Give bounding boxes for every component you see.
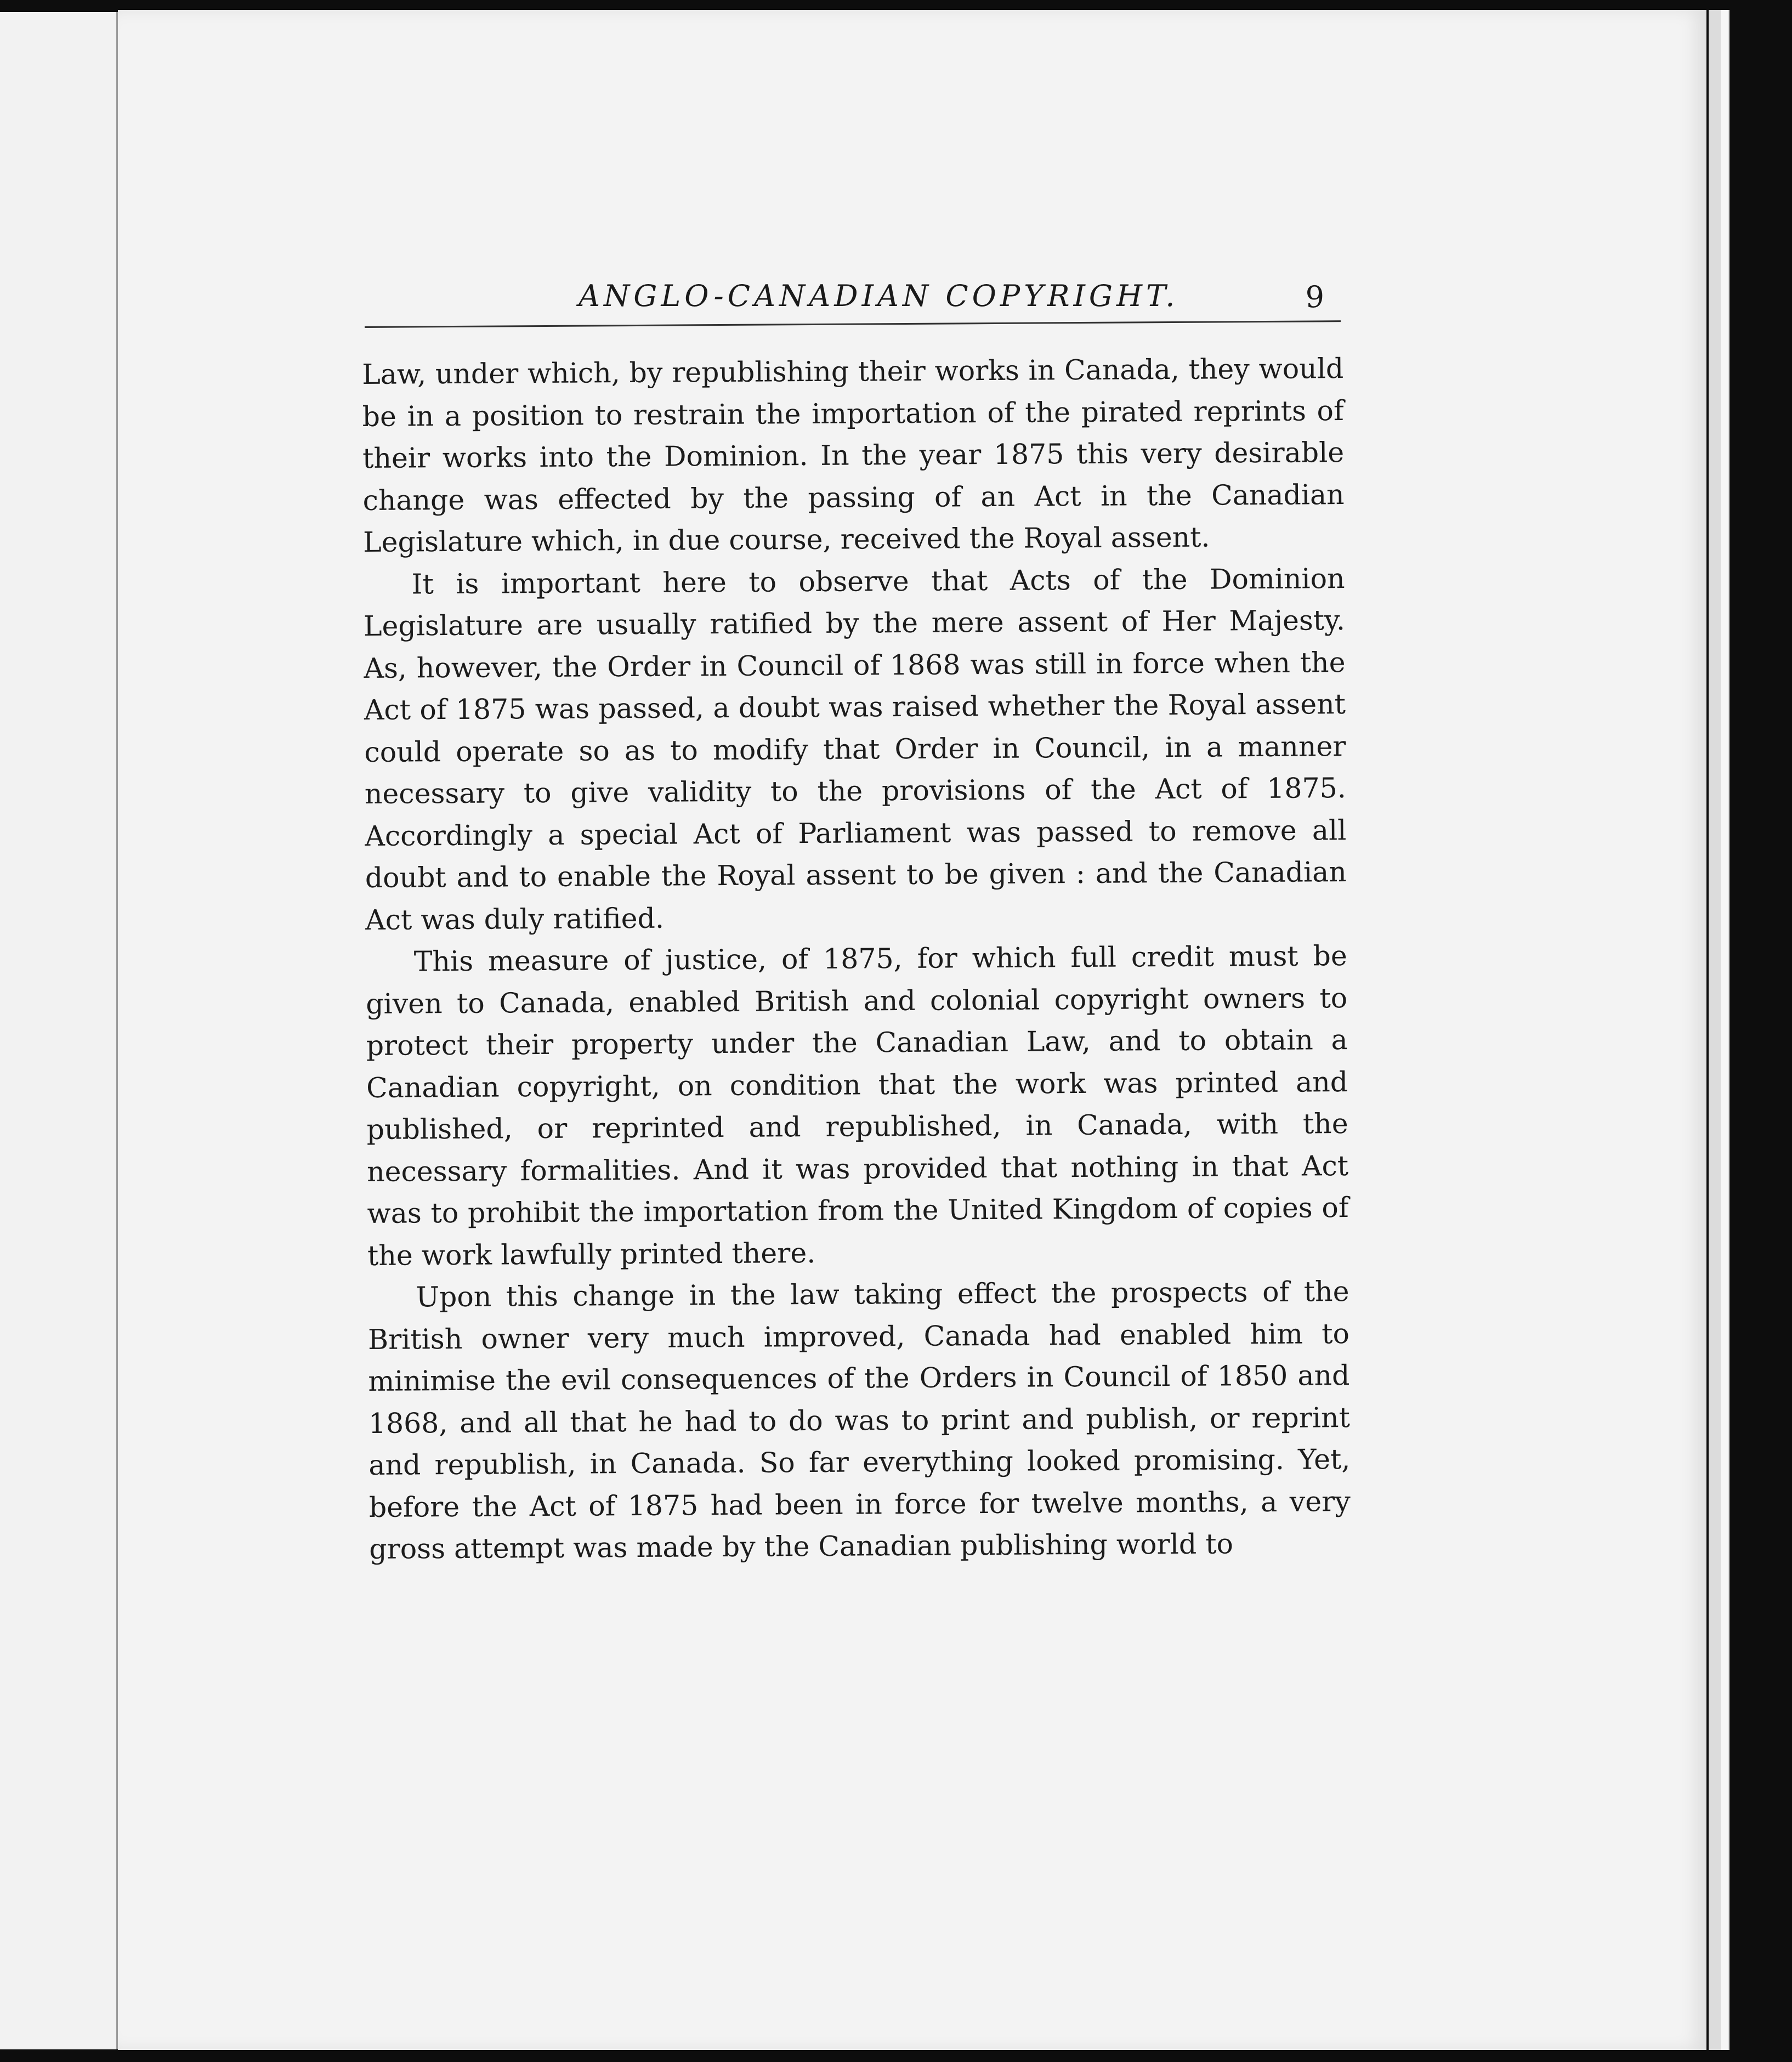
page-edge-strip — [1721, 10, 1728, 2050]
paragraph: It is important here to observe that Acts of the Dominion Legislature are usually ratified by the mere assent of Her Majesty. As, however, the Order in Council of 1868 was still in force when the Act of 1875 was passed, a doubt was raised whether the Royal assent could operate so as to modify that Order in Council, in a manner necessary to give validity to the provisions of the Act of 1875. Accordingly a special Act of Parliament was passed to remove all doubt and to enable the Royal assent to be given : and the Canadian Act was duly ratified. — [363, 562, 1347, 936]
running-title: ANGLO-CANADIAN COPYRIGHT. — [579, 279, 1179, 313]
page-number: 9 — [1305, 280, 1324, 314]
paragraph: Law, under which, by republishing their works in Canada, they would be in a position to restrain the importation of the pirated reprints of their works into the Dominion. In the year 1875 this very desirable change was effected by the passing of an Act in the Canadian Legislature which, in due course, received the Royal assent. — [362, 352, 1345, 558]
paragraph: Upon this change in the law taking effect the prospects of the British owner very much improved, Canada had enabled him to minimise the evil consequences of the Orders in Council of 1850 and 1868, and all that he had to do was to print and publish, or reprint and republish, in Canada. So far everything looked promising. Yet, before the Act of 1875 had been in force for twelve months, a very gross attempt was made by the Canadian publishing world to — [367, 1275, 1351, 1565]
body-text — [362, 348, 1351, 1570]
paragraph: This measure of justice, of 1875, for which full credit must be given to Canada, enabled British and colonial copyright owners to protect their property under the Canadian Law, and to obtain a Canadian copyright, on condition that the work was printed and published, or reprinted and republished, in Canada, with the necessary formalities. And it was provided that nothing in that Act was to prohibit the importation from the United Kingdom of copies of the work lawfully printed there. — [366, 939, 1349, 1272]
page-header — [365, 274, 1341, 335]
facing-page-edge — [0, 12, 118, 2049]
header-rule — [365, 320, 1341, 328]
